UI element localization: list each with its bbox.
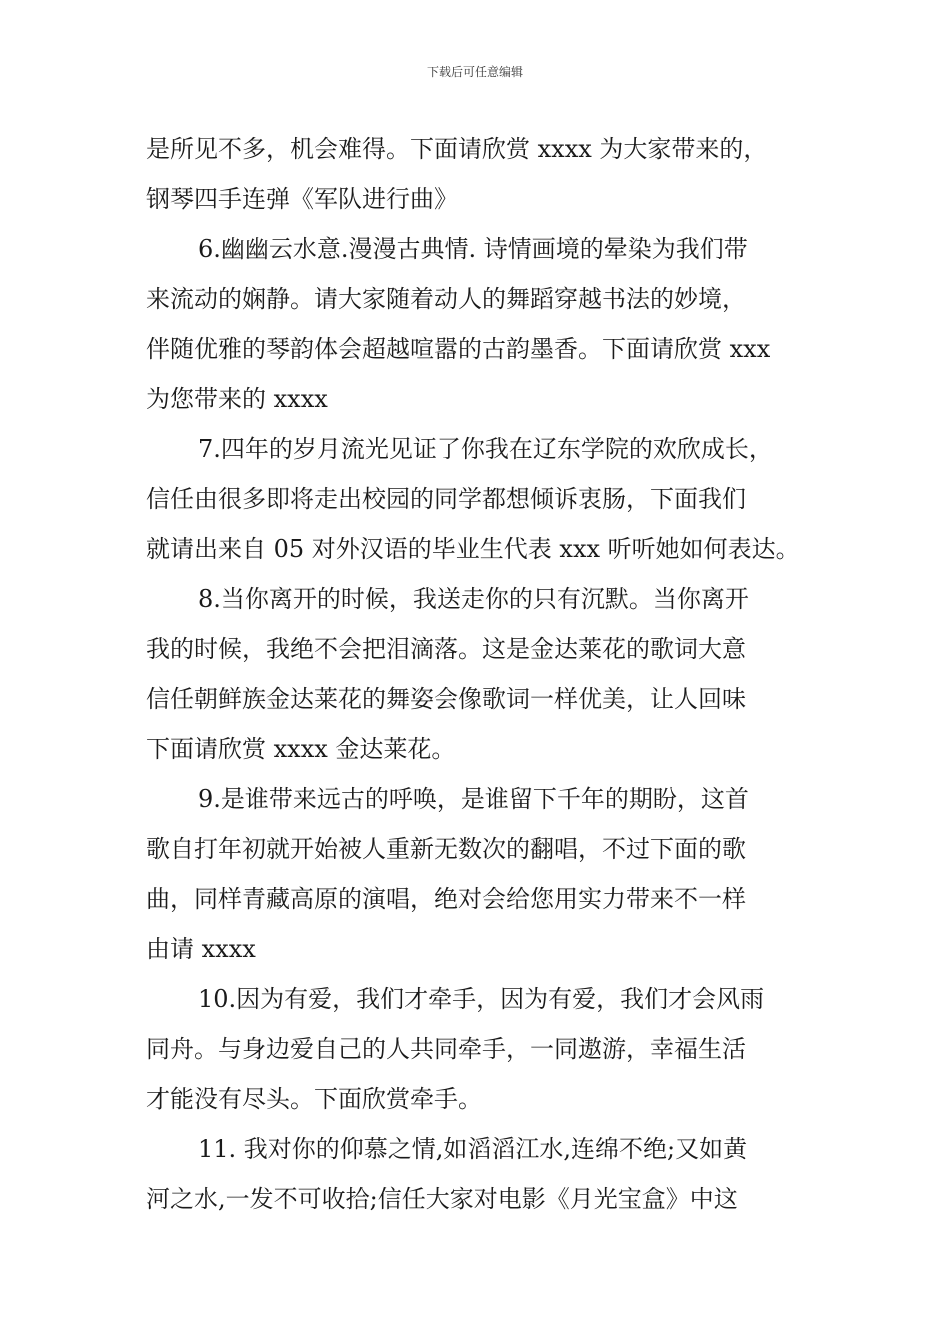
text-line-22: 河之水,一发不可收拾;信任大家对电影《月光宝盒》中这 bbox=[146, 1185, 738, 1213]
document-body bbox=[146, 124, 810, 1224]
text-line-3: 6.幽幽云水意.漫漫古典情. 诗情画境的晕染为我们带 bbox=[198, 235, 748, 263]
text-line-4: 来流动的娴静。请大家随着动人的舞蹈穿越书法的妙境， bbox=[146, 285, 746, 313]
text-line-16: 曲，同样青藏高原的演唱，绝对会给您用实力带来不一样 bbox=[146, 885, 746, 913]
text-line-9: 就请出来自 05 对外汉语的毕业生代表 xxx 听听她如何表达。 bbox=[146, 535, 800, 563]
text-line-6: 为您带来的 xxxx bbox=[146, 385, 328, 413]
text-line-19: 同舟。与身边爱自己的人共同牵手，一同遨游，幸福生活 bbox=[146, 1035, 746, 1063]
text-line-18: 10.因为有爱，我们才牵手，因为有爱，我们才会风雨 bbox=[198, 985, 765, 1013]
text-line-7: 7.四年的岁月流光见证了你我在辽东学院的欢欣成长， bbox=[198, 435, 773, 463]
text-line-14: 9.是谁带来远古的呼唤，是谁留下千年的期盼，这首 bbox=[198, 785, 749, 813]
text-line-10: 8.当你离开的时候，我送走你的只有沉默。当你离开 bbox=[198, 585, 749, 613]
text-line-17: 由请 xxxx bbox=[146, 935, 256, 963]
text-line-13: 下面请欣赏 xxxx 金达莱花。 bbox=[146, 735, 456, 763]
text-line-2: 钢琴四手连弹《军队进行曲》 bbox=[146, 185, 458, 213]
page-header: 下载后可任意编辑 bbox=[426, 65, 523, 79]
text-line-20: 才能没有尽头。下面欣赏牵手。 bbox=[146, 1085, 482, 1113]
text-line-8: 信任由很多即将走出校园的同学都想倾诉衷肠，下面我们 bbox=[146, 485, 746, 513]
text-line-12: 信任朝鲜族金达莱花的舞姿会像歌词一样优美，让人回味 bbox=[146, 685, 746, 713]
text-line-15: 歌自打年初就开始被人重新无数次的翻唱，不过下面的歌 bbox=[146, 835, 746, 863]
text-line-11: 我的时候，我绝不会把泪滴落。这是金达莱花的歌词大意 bbox=[146, 635, 746, 663]
text-line-21: 11. 我对你的仰慕之情,如滔滔江水,连绵不绝;又如黄 bbox=[198, 1135, 748, 1163]
text-line-5: 伴随优雅的琴韵体会超越喧嚣的古韵墨香。下面请欣赏 xxx bbox=[146, 335, 771, 363]
text-line-1: 是所见不多，机会难得。下面请欣赏 xxxx 为大家带来的， bbox=[146, 135, 768, 163]
